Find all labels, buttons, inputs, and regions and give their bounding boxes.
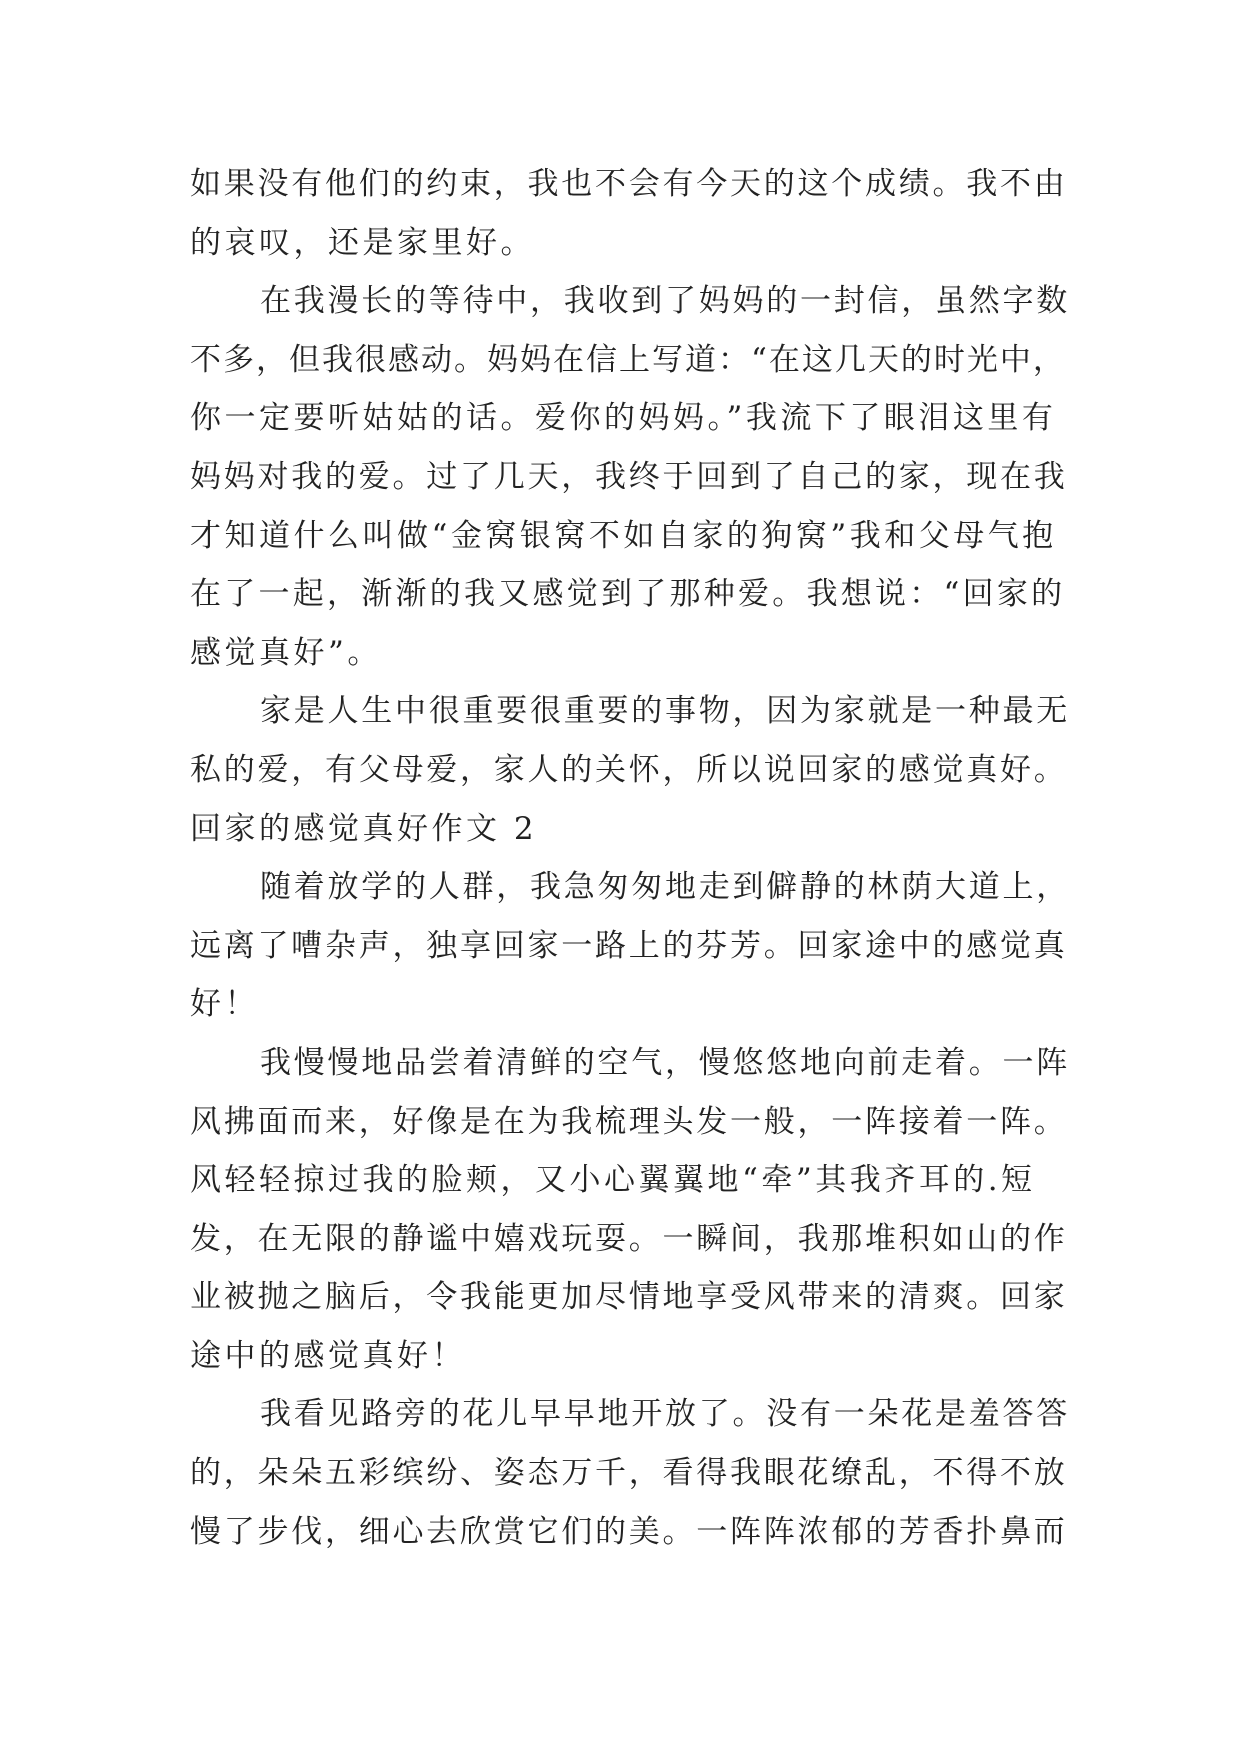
text-line: 你一定要听姑姑的话。爱你的妈妈。”我流下了眼泪这里有	[190, 400, 1057, 437]
text-line: 随着放学的人群，我急匆匆地走到僻静的林荫大道上，	[260, 869, 1070, 906]
text-line: 在了一起，渐渐的我又感觉到了那种爱。我想说：“回家的	[190, 576, 1066, 613]
text-line: 如果没有他们的约束，我也不会有今天的这个成绩。我不由	[190, 166, 1068, 202]
text-line: 风轻轻掠过我的脸颊，又小心翼翼地“牵”其我齐耳的.短	[190, 1162, 1036, 1199]
text-line: 途中的感觉真好！	[190, 1337, 466, 1374]
text-line: 好！	[190, 986, 259, 1023]
text-line: 不多，但我很感动。妈妈在信上写道：“在这几天的时光中，	[190, 341, 1066, 378]
text-line: 我看见路旁的花儿早早地开放了。没有一朵花是羞答答	[260, 1396, 1070, 1433]
text-line: 远离了嘈杂声，独享回家一路上的芬芳。回家途中的感觉真	[190, 927, 1068, 964]
text-line: 的哀叹，还是家里好。	[190, 224, 535, 261]
text-line: 妈妈对我的爱。过了几天，我终于回到了自己的家，现在我	[190, 458, 1068, 495]
text-line: 在我漫长的等待中，我收到了妈妈的一封信，虽然字数	[260, 283, 1070, 320]
document-body	[190, 155, 1070, 1561]
text-line: 发，在无限的静谧中嬉戏玩耍。一瞬间，我那堆积如山的作	[190, 1220, 1068, 1257]
text-line: 业被抛之脑后，令我能更加尽情地享受风带来的清爽。回家	[190, 1279, 1068, 1316]
text-line: 家是人生中很重要很重要的事物，因为家就是一种最无	[260, 693, 1070, 730]
section-heading: 回家的感觉真好作文 2	[190, 810, 538, 847]
text-line: 慢了步伐，细心去欣赏它们的美。一阵阵浓郁的芳香扑鼻而	[190, 1513, 1068, 1550]
text-line: 才知道什么叫做“金窝银窝不如自家的狗窝”我和父母气抱	[190, 517, 1057, 554]
text-line: 风拂面而来，好像是在为我梳理头发一般，一阵接着一阵。	[190, 1103, 1068, 1140]
text-line: 我慢慢地品尝着清鲜的空气，慢悠悠地向前走着。一阵	[260, 1044, 1070, 1081]
text-line: 私的爱，有父母爱，家人的关怀，所以说回家的感觉真好。	[190, 751, 1068, 788]
text-line: 感觉真好”。	[190, 634, 382, 671]
text-line: 的，朵朵五彩缤纷、姿态万千，看得我眼花缭乱，不得不放	[190, 1455, 1068, 1492]
